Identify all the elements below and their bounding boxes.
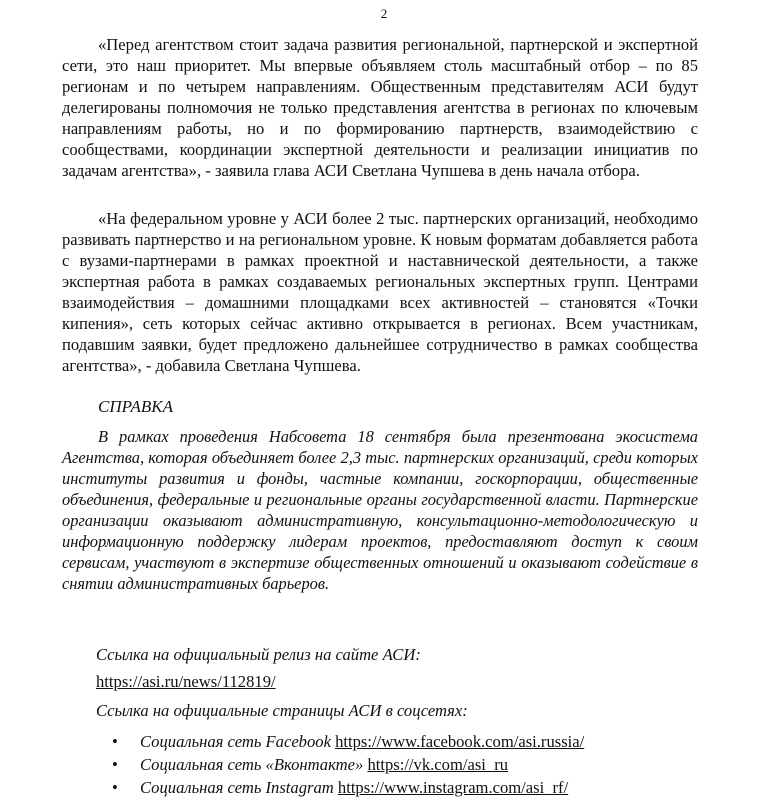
note-body: В рамках проведения Набсовета 18 сентября была презентована экосистема Агентства, которая объединяет более 2,3 тыс. партнерских организаций, среди которых институты развития и фонды, частные компании, госкорпорации, общественные объединения, федеральные и региональные органы государственной власти. Партнерские организации оказывают административную, консультационно-методологическую и информационную поддержку лидерам проектов, предоставляют доступ к своим сервисам, участвуют в экспертизе общественных отношений и оказывают содействие в снятии административных барьеров. [62, 427, 698, 593]
social-label: Социальная сеть Facebook [140, 732, 336, 751]
quote-paragraph-2: «На федеральном уровне у АСИ более 2 тыс. партнерских организаций, необходимо развивать партнерство и на региональном уровне. К новым форматам добавляется работа с вузами-партнерами в рамках проектной и наставнической деятельности, а также экспертная работа в рамках создаваемых региональных экспертных групп. Центрами взаимодействия – домашними площадками всех активностей – становятся «Точки кипения», сеть которых сейчас активно открывается в регионах. Всем участникам, подавшим заявки, будет предложено дальнейшее сотрудничество в рамках сообщества агентства», - добавила Светлана Чупшева. [62, 209, 698, 375]
social-label: Социальная сеть Instagram [140, 778, 338, 797]
socials-link-label: Ссылка на официальные страницы АСИ в соцсетях: [96, 701, 468, 720]
bullet-icon: • [112, 778, 118, 797]
note-heading: СПРАВКА [98, 397, 173, 416]
social-item-instagram [112, 776, 584, 799]
social-label: Социальная сеть «Вконтакте» [140, 755, 368, 774]
social-item-facebook [112, 730, 584, 753]
facebook-link[interactable]: https://www.facebook.com/asi.russia/ [335, 732, 585, 751]
social-links-list [112, 730, 584, 799]
release-link[interactable]: https://asi.ru/news/112819/ [96, 672, 276, 691]
quote-paragraph-1: «Перед агентством стоит задача развития региональной, партнерской и экспертной сети, это наш приоритет. Мы впервые объявляем столь масштабный отбор – по 85 регионам и по четырем направлениям. Общественным представителям АСИ будут делегированы полномочия не только представления агентства в регионах по ключевым направлениям работы, но и по формированию партнерств, взаимодействию с сообществами, координации экспертной деятельности и реализации инициатив по задачам агентства», - заявила глава АСИ Светлана Чупшева в день начала отбора. [62, 35, 698, 180]
social-item-vkontakte [112, 753, 584, 776]
page-number: 2 [380, 6, 388, 21]
vkontakte-link[interactable]: https://vk.com/asi_ru [367, 755, 509, 774]
release-link-label: Ссылка на официальный релиз на сайте АСИ: [96, 645, 421, 664]
instagram-link[interactable]: https://www.instagram.com/asi_rf/ [337, 778, 569, 797]
bullet-icon: • [112, 755, 118, 774]
bullet-icon: • [112, 732, 118, 751]
